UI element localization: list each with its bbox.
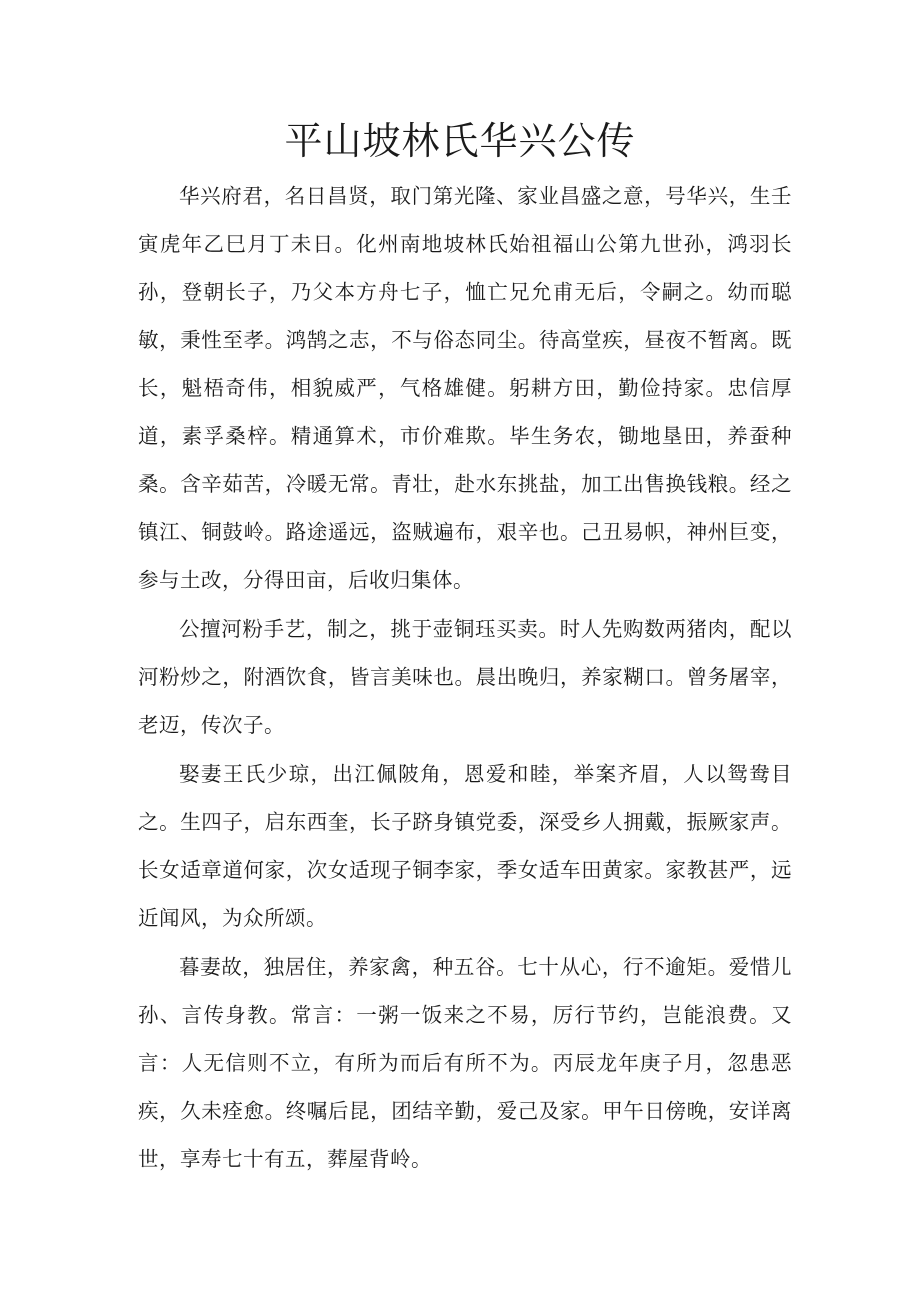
document-title: 平山坡林氏华兴公传 [284,119,636,163]
paragraph-rice-noodle-craft: 公擅河粉手艺，制之，挑于壶铜珏买卖。时人先购数两猪肉，配以河粉炒之，附酒饮食，皆言美味也。晨出晚归，养家糊口。曾务屠宰，老迈，传次子。 [138,617,792,737]
paragraph-later-years: 暮妻故，独居住，养家禽，种五谷。七十从心，行不逾矩。爱惜儿孙、言传身教。常言：一粥一饭来之不易，厉行节约，岂能浪费。又言：人无信则不立，有所为而后有所不为。丙辰龙年庚子月，忽患恶疾，久未痊愈。终嘱后昆，团结辛勤，爱己及家。甲午日傍晚，安详离世，享寿七十有五，葬屋背岭。 [138,955,792,1171]
document-body [138,172,792,1184]
paragraph-family: 娶妻王氏少琼，出江佩陂角，恩爱和睦，举案齐眉，人以鸳鸯目之。生四子，启东西奎，长子跻身镇党委，深受乡人拥戴，振厥家声。长女适章道何家，次女适现子铜李家，季女适车田黄家。家教甚严，远近闻风，为众所颂。 [138,762,792,930]
paragraph-biography: 华兴府君，名日昌贤，取门第光隆、家业昌盛之意，号华兴，生壬寅虎年乙巳月丁未日。化州南地坡林氏始祖福山公第九世孙，鸿羽长孙，登朝长子，乃父本方舟七子，恤亡兄允甫无后，令嗣之。幼而聪敏，秉性至孝。鸿鹄之志，不与俗态同尘。待高堂疾，昼夜不暂离。既长，魁梧奇伟，相貌威严，气格雄健。躬耕方田，勤俭持家。忠信厚道，素孚桑梓。精通算术，市价难欺。毕生务农，锄地垦田，养蚕种桑。含辛茹苦，冷暖无常。青壮，赴水东挑盐，加工出售换钱粮。经之镇江、铜鼓岭。路途遥远，盗贼遍布，艰辛也。己丑易帜，神州巨变，参与土改，分得田亩，后收归集体。 [138,184,792,592]
